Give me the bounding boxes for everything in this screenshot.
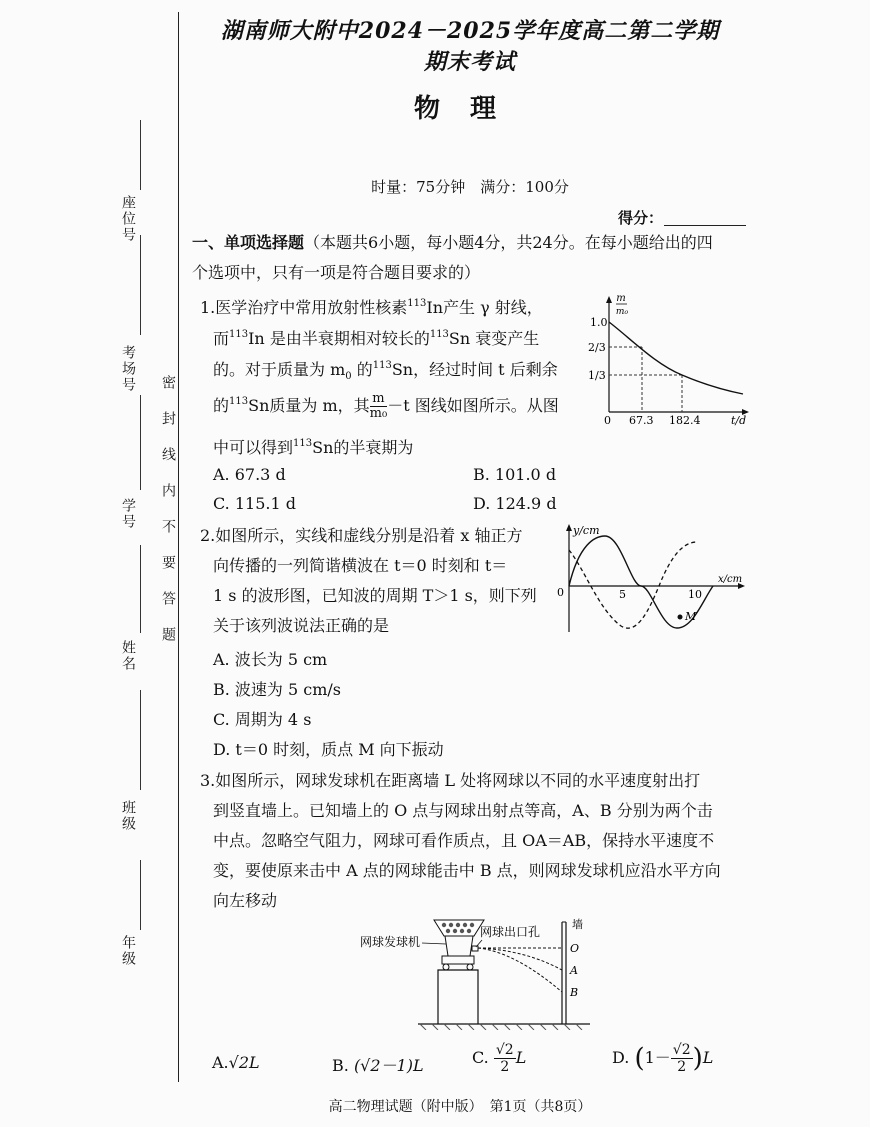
q3-option-a[interactable]: A.√2L	[212, 1053, 260, 1072]
q3-option-b[interactable]: B. (√2－1)L	[332, 1056, 424, 1075]
name-label: 姓名	[120, 640, 136, 672]
section-desc-2: 个选项中，只有一项是符合题目要求的）	[192, 263, 481, 282]
grade-label: 年级	[120, 935, 136, 967]
q3-machine-label: 网球发球机	[360, 935, 421, 949]
exam-title: 湖南师大附中2024－2025学年度高二第二学期期末考试	[220, 18, 720, 75]
q3-point-a: A	[570, 964, 578, 977]
q2-dashed-wave	[569, 542, 697, 628]
section-heading-line1	[192, 228, 713, 258]
room-blank[interactable]	[140, 235, 141, 335]
score-label: 得分：	[618, 209, 664, 227]
q1-line2: 而$^{113}$In 是由半衰期相对较长的$^{113}$Sn 衰变产生	[213, 329, 540, 348]
q3-option-c[interactable]: C. $\frac{√2}{2}$ L	[472, 1042, 527, 1075]
score-blank[interactable]	[664, 225, 746, 226]
q1-xtick-2: 182.4	[669, 414, 701, 426]
q3-path-a	[478, 948, 562, 970]
student-id-label: 学号	[120, 498, 136, 530]
q3-line2: 到竖直墙上。已知墙上的 O 点与网球出射点等高，A、B 分别为两个击	[213, 801, 713, 820]
q1-origin: 0	[604, 414, 611, 426]
q1-ytick-2: 2/3	[588, 341, 606, 354]
q3-line5: 向左移动	[213, 891, 278, 910]
q1-option-a[interactable]: A. 67.3 d	[213, 465, 286, 484]
q2-xlabel: x/cm	[718, 574, 743, 585]
q1-option-d[interactable]: D. 124.9 d	[473, 494, 557, 513]
grade-blank[interactable]	[140, 860, 141, 930]
seal-warning: 密 封 线 内 不 要 答 题	[160, 375, 176, 645]
mass-ratio-fraction: $\frac{m}{\text{m₀}}$	[369, 391, 388, 421]
q3-option-d[interactable]: D. (1－ $\frac{√2}{2}$ )L	[612, 1042, 714, 1075]
q1-option-c[interactable]: C. 115.1 d	[213, 494, 296, 513]
student-id-blank[interactable]	[140, 395, 141, 490]
q2-option-d[interactable]: D. t＝0 时刻，质点 M 向下振动	[213, 740, 444, 759]
q3-line1: 3.如图所示，网球发球机在距离墙 L 处将网球以不同的水平速度射出打	[200, 771, 701, 790]
page-footer: 高二物理试题（附中版） 第1页（共8页）	[328, 1099, 592, 1115]
q2-line1: 2.如图所示，实线和虚线分别是沿着 x 轴正方	[200, 526, 523, 545]
q3-machine-body	[445, 936, 473, 956]
q3-outlet	[472, 946, 478, 951]
q2-point-m	[678, 615, 683, 620]
q3-machine-hopper	[434, 920, 484, 936]
q2-line3: 1 s 的波形图，已知波的周期 T＞1 s，则下列	[213, 586, 537, 605]
q1-decay-curve	[609, 322, 743, 394]
q1-line3: 的。对于质量为 $m_0$ 的$^{113}$Sn，经过时间 t 后剩余	[213, 360, 558, 383]
q2-tick-10: 10	[688, 588, 702, 601]
q3-line4: 变，要使原来击中 A 点的网球能击中 B 点，则网球发球机应沿水平方向	[213, 861, 721, 880]
q1-ytick-1: 1.0	[590, 316, 608, 329]
seal-line	[178, 12, 179, 1082]
q2-option-a[interactable]: A. 波长为 5 cm	[213, 650, 328, 669]
section-title: 一、单项选择题	[192, 233, 305, 252]
q1-xlabel: t/d	[731, 414, 747, 426]
q2-ylabel: y/cm	[573, 524, 600, 537]
q3-ground-hatch	[420, 1024, 582, 1030]
q3-line3: 中点。忽略空气阻力，网球可看作质点，且 OA＝AB，保持水平速度不	[213, 831, 715, 850]
q2-option-b[interactable]: B. 波速为 5 cm/s	[213, 680, 342, 699]
q3-table	[438, 970, 478, 1024]
q2-line2: 向传播的一列简谐横波在 t＝0 时刻和 t＝	[213, 556, 508, 575]
q2-line4: 关于该列波说法正确的是	[213, 616, 390, 635]
q1-line5: 中可以得到$^{113}$Sn的半衰期为	[213, 438, 414, 457]
class-blank[interactable]	[140, 690, 141, 790]
name-blank[interactable]	[140, 545, 141, 633]
q3-outlet-label: 网球出口孔	[480, 925, 541, 939]
seat-label: 座位号	[120, 195, 136, 243]
q3-machine-base	[442, 956, 474, 964]
q3-point-b: B	[570, 986, 579, 999]
q3-point-o: O	[570, 942, 580, 955]
q3-tennis-figure	[350, 906, 670, 1030]
class-label: 班级	[120, 800, 136, 832]
q2-option-c[interactable]: C. 周期为 4 s	[213, 710, 312, 729]
q1-option-b[interactable]: B. 101.0 d	[473, 465, 557, 484]
q1-ylabel-den: m₀	[615, 307, 629, 317]
q2-point-m-label: M	[685, 610, 697, 623]
q2-origin: 0	[557, 586, 564, 599]
q3-path-b	[478, 948, 562, 992]
q3-wall-label: 墙	[572, 918, 583, 931]
subject-title: 物理	[413, 94, 526, 124]
section-desc-1: （本题共6小题，每小题4分，共24分。在每小题给出的四	[304, 233, 713, 252]
room-label: 考场号	[120, 345, 136, 393]
q1-decay-graph	[585, 286, 755, 426]
q1-line4: 的$^{113}$Sn质量为 m，其 $\frac{m}{\text{m₀}}$ －t 图线如图所示。从图	[213, 391, 559, 421]
q1-ylabel-num: m	[616, 293, 626, 304]
q1-line1: 1.医学治疗中常用放射性核素$^{113}$In产生 γ 射线，	[200, 298, 543, 317]
seat-blank[interactable]	[140, 120, 141, 190]
q2-wave-graph	[555, 520, 755, 640]
time-info: 时量：75分钟 满分：100分	[371, 178, 569, 196]
q1-xtick-1: 67.3	[629, 414, 654, 426]
q1-ytick-3: 1/3	[588, 369, 606, 382]
q2-tick-5: 5	[619, 588, 626, 601]
